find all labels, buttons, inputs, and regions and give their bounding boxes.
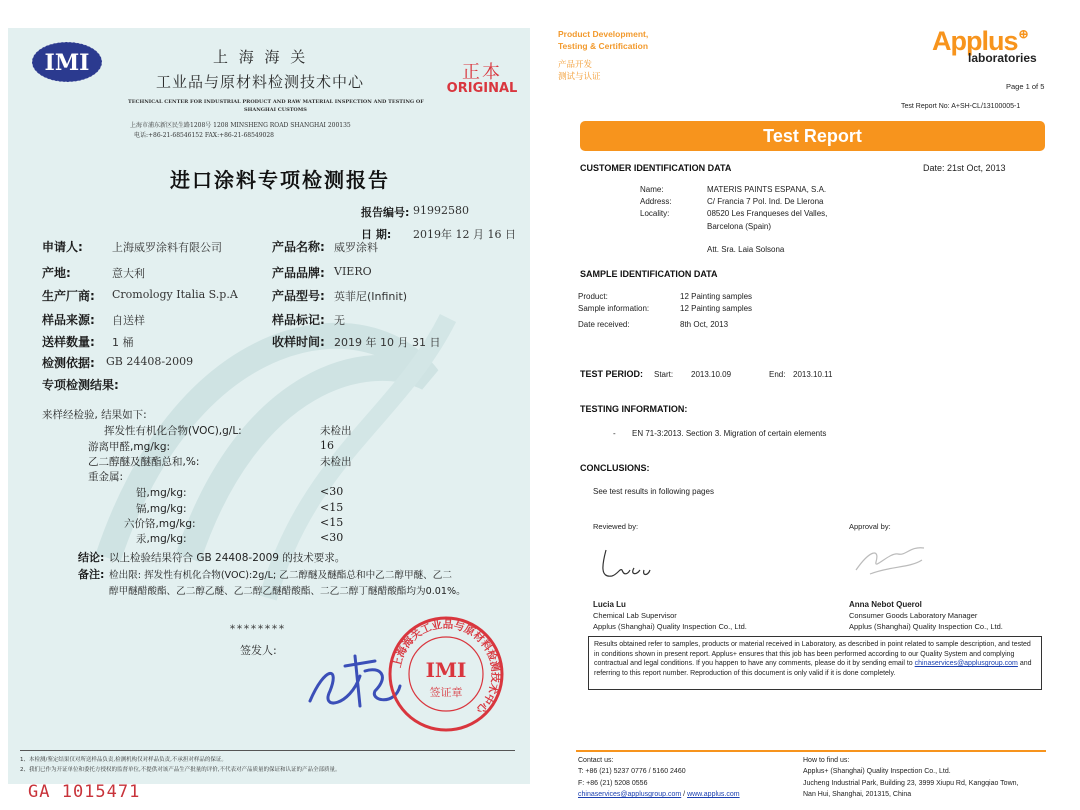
qty-value: 1 桶 [112,336,134,349]
origin-value: 意大利 [112,267,145,280]
qty-label: 送样数量: [42,335,95,349]
imi-seal [386,614,506,734]
sample-info-value: 12 Painting samples [680,304,753,313]
start-value: 2013.10.09 [691,370,732,379]
imi-logo-text: IMI [44,50,90,76]
customer-heading: CUSTOMER IDENTIFICATION DATA [580,163,732,173]
find-line-3: Nan Hui, Shanghai, 201315, China [803,791,912,798]
date-label: 日 期: [361,228,392,241]
tagline-en-2: Testing & Certification [558,41,649,51]
testing-heading: TESTING INFORMATION: [580,404,688,414]
sample-info-label: Sample information: [578,304,650,313]
result-name: 六价铬,mg/kg: [124,518,196,530]
applus-sub: laboratories [968,51,1037,65]
received-label: 收样时间: [272,335,325,349]
left-report-page [8,28,530,784]
disclaimer-box [588,636,1042,690]
header-phone: 电话:+86-21-68546152 FAX:+86-21-68549028 [134,132,274,139]
result-name: 乙二醇醚及醚酯总和,%: [88,456,200,468]
seal-ring-text: 上海海关工业品与原材料检测技术中心 [391,618,502,716]
report-date: 2019年 12 月 16 日 [413,228,516,241]
product-value: 12 Painting samples [680,292,753,301]
disclaimer-email-link[interactable]: chinaservices@applusgroup.com [914,660,1018,667]
stars-separator: ******** [230,624,286,635]
brand-label: 产品品牌: [272,266,325,280]
footer-divider [576,750,1046,752]
ga-serial-number: GA 1015471 [28,782,141,802]
imi-logo [30,40,104,84]
result-value: <15 [320,501,344,514]
result-value: <15 [320,516,344,529]
result-name: 重金属: [88,471,124,483]
contact-fax: F: +86 (21) 5208 0556 [578,780,648,787]
date-received-value: 8th Oct, 2013 [680,320,729,329]
report-date: Date: 21st Oct, 2013 [923,163,1006,173]
origin-label: 产地: [42,266,71,280]
header-center-name: 工业品与原材料检测技术中心 [156,73,365,91]
tagline-cn-1: 产品开发 [558,60,593,70]
disclaimer-text-2: and referring to this report number. Reproduction of this document is only valid if it is done completely. [594,660,1032,677]
seal-logo-text: IMI [425,658,467,682]
testing-bullet: - [613,429,616,438]
tagline-cn-2: 测试与认证 [558,72,601,82]
result-value: 未检出 [320,456,352,468]
approver-name: Anna Nebot Querol [849,600,922,609]
conclusions-text: See test results in following pages [593,487,714,496]
header-english-name-2: SHANGHAI CUSTOMS [244,107,307,113]
approver-title: Consumer Goods Laboratory Manager [849,611,978,620]
find-heading: How to find us: [803,757,850,764]
product-name-value: 威罗涂料 [334,241,378,254]
applus-logo [932,26,1037,65]
conclusion-text: 以上检验结果符合 GB 24408-2009 的技术要求。 [109,552,346,564]
original-stamp-cn: 正本 [462,62,502,83]
basis-value: GB 24408-2009 [106,355,194,368]
address-label: Address: [640,197,672,206]
plus-icon: ⊕ [1018,27,1029,41]
approval-label: Approval by: [849,522,891,531]
test-report-banner: Test Report [580,121,1045,151]
conclusion-label: 结论: [78,551,105,564]
header-address: 上海市浦东新区民生路1208号 1208 MINSHENG ROAD SHANGHAI 200135 [130,122,351,129]
manufacturer-label: 生产厂商: [42,289,95,303]
sample-source-value: 自送样 [112,314,145,327]
reviewer-signature [598,540,658,582]
model-label: 产品型号: [272,289,325,303]
end-label: End: [769,370,786,379]
footnote-divider [20,750,515,751]
applus-brand: Applus [932,26,1018,56]
product-name-label: 产品名称: [272,240,325,254]
locality-value-2: Barcelona (Spain) [707,222,772,231]
original-stamp-en: ORIGINAL [446,81,518,96]
report-no: 91992580 [413,204,469,217]
end-value: 2013.10.11 [793,370,833,379]
result-name: 镉,mg/kg: [136,503,187,515]
result-name: 铅,mg/kg: [136,487,187,499]
name-label: Name: [640,185,664,194]
conclusions-heading: CONCLUSIONS: [580,463,650,473]
address-value: C/ Francia 7 Pol. Ind. De Llerona [707,197,824,206]
tagline-en-1: Product Development, [558,29,649,39]
result-name: 游离甲醛,mg/kg: [88,441,171,453]
result-value: 16 [320,439,334,452]
locality-value: 08520 Les Franqueses del Valles, [707,209,828,218]
product-label: Product: [578,292,608,301]
sample-source-label: 样品来源: [42,313,95,327]
result-value: 未检出 [320,425,352,437]
reviewed-label: Reviewed by: [593,522,639,531]
result-name: 挥发性有机化合物(VOC),g/L: [104,425,242,437]
test-period-label: TEST PERIOD: [580,369,644,379]
result-value: <30 [320,485,344,498]
locality-label: Locality: [640,209,670,218]
find-line-1: Applus+ (Shanghai) Quality Inspection Co., Ltd. [803,768,951,775]
footnote-1: 1、本检测/鉴定结果仅对所送样品负责,检测机构仅对样品负责,不承担对样品的保证。 [20,757,227,763]
right-report-page [540,0,1080,810]
date-received-label: Date received: [578,320,630,329]
results-label: 专项检测结果: [42,378,119,392]
attention-line: Att. Sra. Laia Solsona [707,245,785,254]
contact-web-link[interactable]: www.applus.com [687,791,740,798]
reviewer-title: Chemical Lab Supervisor [593,611,677,620]
remark-line-2: 醇甲醚醋酸酯、乙二醇乙醚、乙二醇乙醚醋酸酯、二乙二醇丁醚醋酸酯均为0.01%。 [109,586,466,597]
applicant-value: 上海威罗涂料有限公司 [112,241,222,254]
remark-label: 备注: [78,568,105,581]
sample-heading: SAMPLE IDENTIFICATION DATA [580,269,718,279]
manufacturer-value: Cromology Italia S.p.A [112,288,238,301]
report-no-label: 报告编号: [361,206,410,219]
brand-value: VIERO [334,265,372,278]
seal-cn-text: 签证章 [429,686,463,699]
header-customs-name: 上 海 海 关 [213,48,309,66]
page-number: Page 1 of 5 [1006,82,1045,91]
received-value: 2019 年 10 月 31 日 [334,336,441,349]
basis-label: 检测依据: [42,356,95,370]
sample-mark-label: 样品标记: [272,313,325,327]
applicant-label: 申请人: [42,240,83,254]
contact-email-link[interactable]: chinaservices@applusgroup.com [578,791,682,798]
name-value: MATERIS PAINTS ESPANA, S.A. [707,185,827,194]
result-name: 汞,mg/kg: [136,533,187,545]
disclaimer-text-1: Results obtained refer to samples, products or material received in Laboratory, as described in point related to sample description, and tested in conditions shown in present report. Applus+ ensures that this job has been performed according to our Quality System and complying contractual and legal conditions. If you happen to have any comments, please do it by sending email to [594,641,1031,667]
contact-tel: T: +86 (21) 5237 0776 / 5160 2460 [578,768,686,775]
signer-label: 签发人: [240,644,277,657]
reviewer-name: Lucia Lu [593,600,626,609]
reviewer-org: Applus (Shanghai) Quality Inspection Co., Ltd. [593,622,747,631]
contact-links: chinaservices@applusgroup.com / www.applus.com [578,791,740,798]
contact-heading: Contact us: [578,757,614,764]
model-value: 英菲尼(Infinit) [334,290,408,303]
find-line-2: Jucheng Industrial Park, Building 23, 3999 Xiupu Rd, Kangqiao Town, [803,780,1019,787]
header-english-name: TECHNICAL CENTER FOR INDUSTRIAL PRODUCT AND RAW MATERIAL INSPECTION AND TESTING OF [128,99,424,105]
start-label: Start: [654,370,674,379]
approver-signature [850,540,930,580]
remark-line-1: 检出限: 挥发性有机化合物(VOC):2g/L; 乙二醇醚及醚酯总和中乙二醇甲醚、乙二 [109,570,452,581]
approver-org: Applus (Shanghai) Quality Inspection Co., Ltd. [849,622,1003,631]
report-title: 进口涂料专项检测报告 [170,168,390,192]
original-stamp [446,58,518,96]
test-report-no: Test Report No: A+SH-CL/13100005-1 [901,103,1021,110]
result-value: <30 [320,531,344,544]
sample-mark-value: 无 [334,314,345,327]
testing-item: EN 71-3:2013. Section 3. Migration of certain elements [632,429,827,438]
footnote-2: 2、我们已作为开证单位和委托方授权的监督单位,不提供对该产品生产批量的评价,不代表对产品质量的保证和认证的产品全部质量。 [20,767,341,773]
results-intro: 来样经检验, 结果如下: [42,409,147,421]
